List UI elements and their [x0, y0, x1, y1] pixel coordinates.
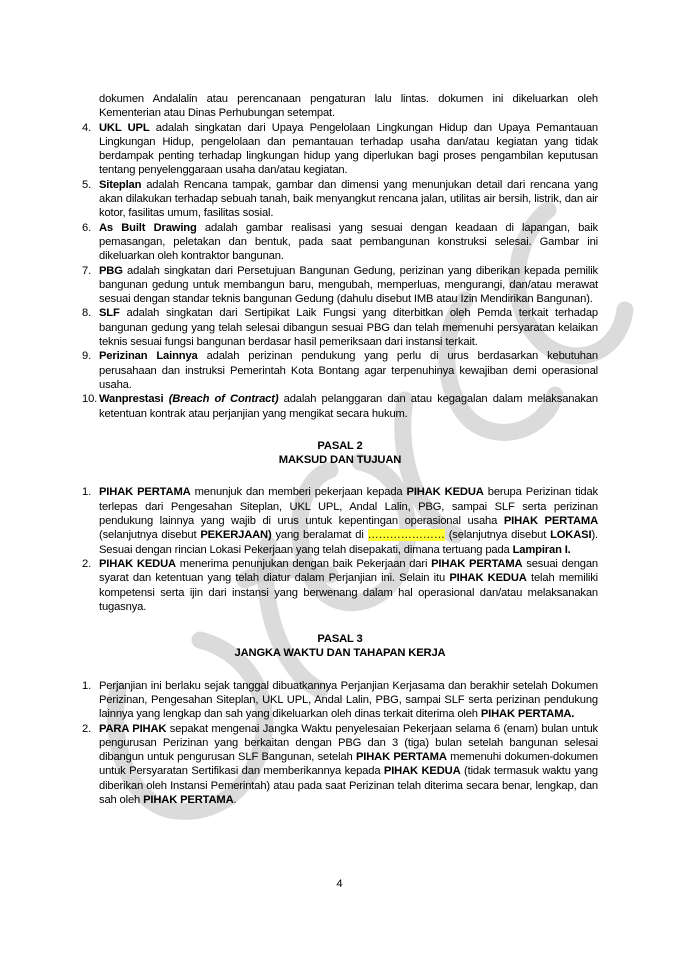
text-run: PEKERJAAN): [200, 529, 272, 542]
clause-item: [82, 679, 598, 722]
pasal-3-subtitle: JANGKA WAKTU DAN TAHAPAN KERJA: [234, 647, 446, 660]
text-run: PIHAK KEDUA: [449, 572, 527, 585]
text-run: menunjuk dan memberi pekerjaan kepada: [190, 486, 407, 499]
pasal-3-list: [82, 679, 598, 808]
text-run: PBG: [99, 264, 123, 277]
definitions-list: [82, 121, 598, 421]
item-text: [99, 393, 598, 419]
text-run: ). Sesuai dengan rincian Lokasi Pekerjaan yang telah disepakati, dimana tertuang pada: [99, 529, 598, 556]
text-run: PIHAK KEDUA: [99, 557, 176, 570]
clause-item: [82, 485, 598, 556]
item-text: [99, 179, 598, 220]
text-run: telah memiliki kompetensi serta ijin dari instansi yang berwenang dalam hal operasional dan/atau melaksanakan tugasnya.: [99, 572, 599, 613]
item-text: [99, 558, 598, 613]
text-run: PIHAK KEDUA: [406, 486, 484, 499]
item-number: 6.: [82, 221, 92, 234]
pasal-3-title: PASAL 3: [317, 633, 363, 646]
text-run: …………………: [367, 529, 445, 542]
item-text: [99, 350, 598, 391]
text-run: Perjanjian ini berlaku sejak tanggal dibuatkannya Perjanjian Kerjasama dan berakhir setelah Dokumen Perizinan, Pengesahan Siteplan, UKL UPL, Andal Lalin, PBG, sampai SLF serta perizinan pendukung lainnya yang lengkap dan sah yang dikeluarkan oleh dinas terkait diterima oleh: [99, 679, 598, 721]
item-number: 8.: [82, 307, 92, 320]
definition-item: [82, 178, 598, 221]
item-number: 5.: [82, 178, 92, 191]
definition-item: [82, 306, 598, 349]
item-number: 10.: [82, 393, 98, 406]
text-run: adalah pelanggaran dan atau kegagalan dalam melaksanakan ketentuan kontrak atau perjanjian yang mengikat secara hukum.: [99, 393, 598, 420]
document-body: [82, 92, 598, 807]
text-run: (selanjutnya disebut: [99, 529, 201, 542]
text-run: As Built Drawing: [99, 221, 197, 234]
text-run: sesuai dengan syarat dan ketentuan yang telah diatur dalam Perjanjian ini. Selain itu: [99, 557, 598, 585]
definition-item: [82, 264, 598, 307]
text-run: menerima penunjukan dengan baik Pekerjaan dari: [175, 557, 432, 570]
item-number: 4.: [82, 121, 92, 134]
item-text: [99, 122, 598, 177]
text-run: Wanprestasi: [99, 393, 164, 406]
text-run: (selanjutnya disebut: [444, 529, 551, 542]
definition-item: [82, 392, 598, 421]
text-run: SLF: [99, 307, 120, 320]
text-run: PIHAK KEDUA: [383, 765, 461, 778]
text-run: Perizinan Lainnya: [99, 350, 198, 363]
definition-item: [82, 349, 598, 392]
text-run: adalah singkatan dari Sertipikat Laik Fungsi yang diterbitkan oleh Pemda terkait terhadap bangunan gedung yang telah selesai dibangun sesuai PBG dan telah memenuhi persyaratan kelaikan teknis sesuai fungsi bangunan berdasar hasil pemeriksaan dari instansi terkait.: [99, 307, 598, 349]
text-run: (tidak termasuk waktu yang diberikan oleh Instansi Pemerintah) atau pada saat Perizinan telah diterima secara benar, lengkap, dan sah oleh: [99, 765, 598, 807]
text-run: .: [233, 794, 237, 807]
item-number: 1.: [82, 486, 92, 499]
text-run: adalah gambar realisasi yang sesuai dengan keadaan di lapangan, baik pemasangan, peletakan dan bentuk, pada saat pembangunan konstruksi selesai. Gambar ini dikeluarkan oleh kontraktor bangunan.: [99, 221, 599, 263]
text-run: Siteplan: [99, 178, 142, 191]
text-run: PARA PIHAK: [99, 722, 167, 735]
text-run: (Breach of Contract): [168, 393, 279, 406]
text-run: adalah Rencana tampak, gambar dan dimensi yang menunjukan detail dari rencana yang akan dilakukan terhadap sebuah tanah, baik menyangkut rencana jalan, utilitas air bersih, listrik, dan air kotor, fasilitas umum, fasilitas sosial.: [99, 178, 598, 220]
text-run: PIHAK PERTAMA: [355, 751, 447, 764]
item-text: [99, 307, 598, 348]
text-run: berupa Perizinan tidak terlepas dari Pengesahan Siteplan, UKL UPL, Andal Lalin, PBG, sampai SLF serta perizinan pendukung lainnya yang wajib di urus untuk kepentingan operasional usaha: [99, 486, 598, 528]
text-run: PIHAK PERTAMA.: [480, 708, 575, 721]
text-run: sepakat mengenai Jangka Waktu penyelesaian Pekerjaan selama 6 (enam) bulan untuk pengurusan Perizinan yang berkaitan dengan PBG dan 3 (tiga) bulan setelah bangunan selesai dibangun untuk pengurusan SLF Bangunan, setelah: [99, 722, 598, 764]
pasal-2-title: PASAL 2: [317, 439, 363, 452]
page-number: 4: [336, 878, 343, 890]
item-text: [99, 265, 598, 306]
text-run: PIHAK PERTAMA: [503, 515, 598, 528]
text-run: PIHAK PERTAMA: [99, 486, 191, 499]
text-run: adalah singkatan dari Persetujuan Bangunan Gedung, perizinan yang diberikan kepada pemilik bangunan gedung untuk membangun baru, mengubah, memperluas, mengurangi, dan/atau merawat sesuai dengan standar teknis bangunan Gedung (dahulu disebut IMB atau Izin Mendirikan Bangunan).: [99, 264, 598, 306]
text-run: PIHAK PERTAMA: [431, 557, 523, 570]
clause-item: [82, 722, 598, 808]
text-run: LOKASI: [550, 529, 592, 542]
item-number: 1.: [82, 679, 92, 692]
item-number: 9.: [82, 350, 92, 363]
text-run: adalah singkatan dari Upaya Pengelolaan Lingkungan Hidup dan Upaya Pemantauan Lingkungan Hidup, pengelolaan dan pemantauan terhadap usaha dan/atau kegiatan yang tidak berdampak penting terhadap lingkungan hidup yang diperlukan bagi proses pengambilan keputusan tentang penyelenggaraan usaha dan/atau kegiatan.: [99, 121, 598, 177]
item-text: [99, 723, 598, 806]
clause-item: [82, 557, 598, 614]
definition-item: [82, 121, 598, 178]
item-number: 2.: [82, 557, 92, 570]
item-text: [99, 680, 598, 721]
definition-3-continuation: [82, 92, 598, 121]
definition-item: [82, 221, 598, 264]
text-run: adalah perizinan pendukung yang perlu di urus berdasarkan kebutuhan perusahaan dan instruksi Pemerintah Kota Bontang agar terpenuhinya kewajiban demi operasional usaha.: [99, 350, 598, 391]
item-number: 2.: [82, 722, 92, 735]
item-number: 7.: [82, 264, 92, 277]
text-run: PIHAK PERTAMA: [143, 794, 234, 807]
item-text: [99, 486, 598, 555]
text-run: UKL UPL: [99, 121, 150, 134]
item-text: [99, 222, 598, 263]
text-run: dokumen Andalalin atau perencanaan pengaturan lalu lintas. dokumen ini dikeluarkan oleh Kementerian atau Dinas Perhubungan setempat.: [99, 93, 598, 120]
pasal-2-subtitle: MAKSUD DAN TUJUAN: [278, 454, 402, 467]
text-run: yang beralamat di: [271, 529, 368, 542]
text-run: Lampiran I.: [512, 543, 571, 556]
text-run: memenuhi dokumen-dokumen untuk Persyaratan Sertifikasi dan memberikannya kepada: [99, 751, 598, 778]
pasal-2-list: [82, 485, 598, 614]
